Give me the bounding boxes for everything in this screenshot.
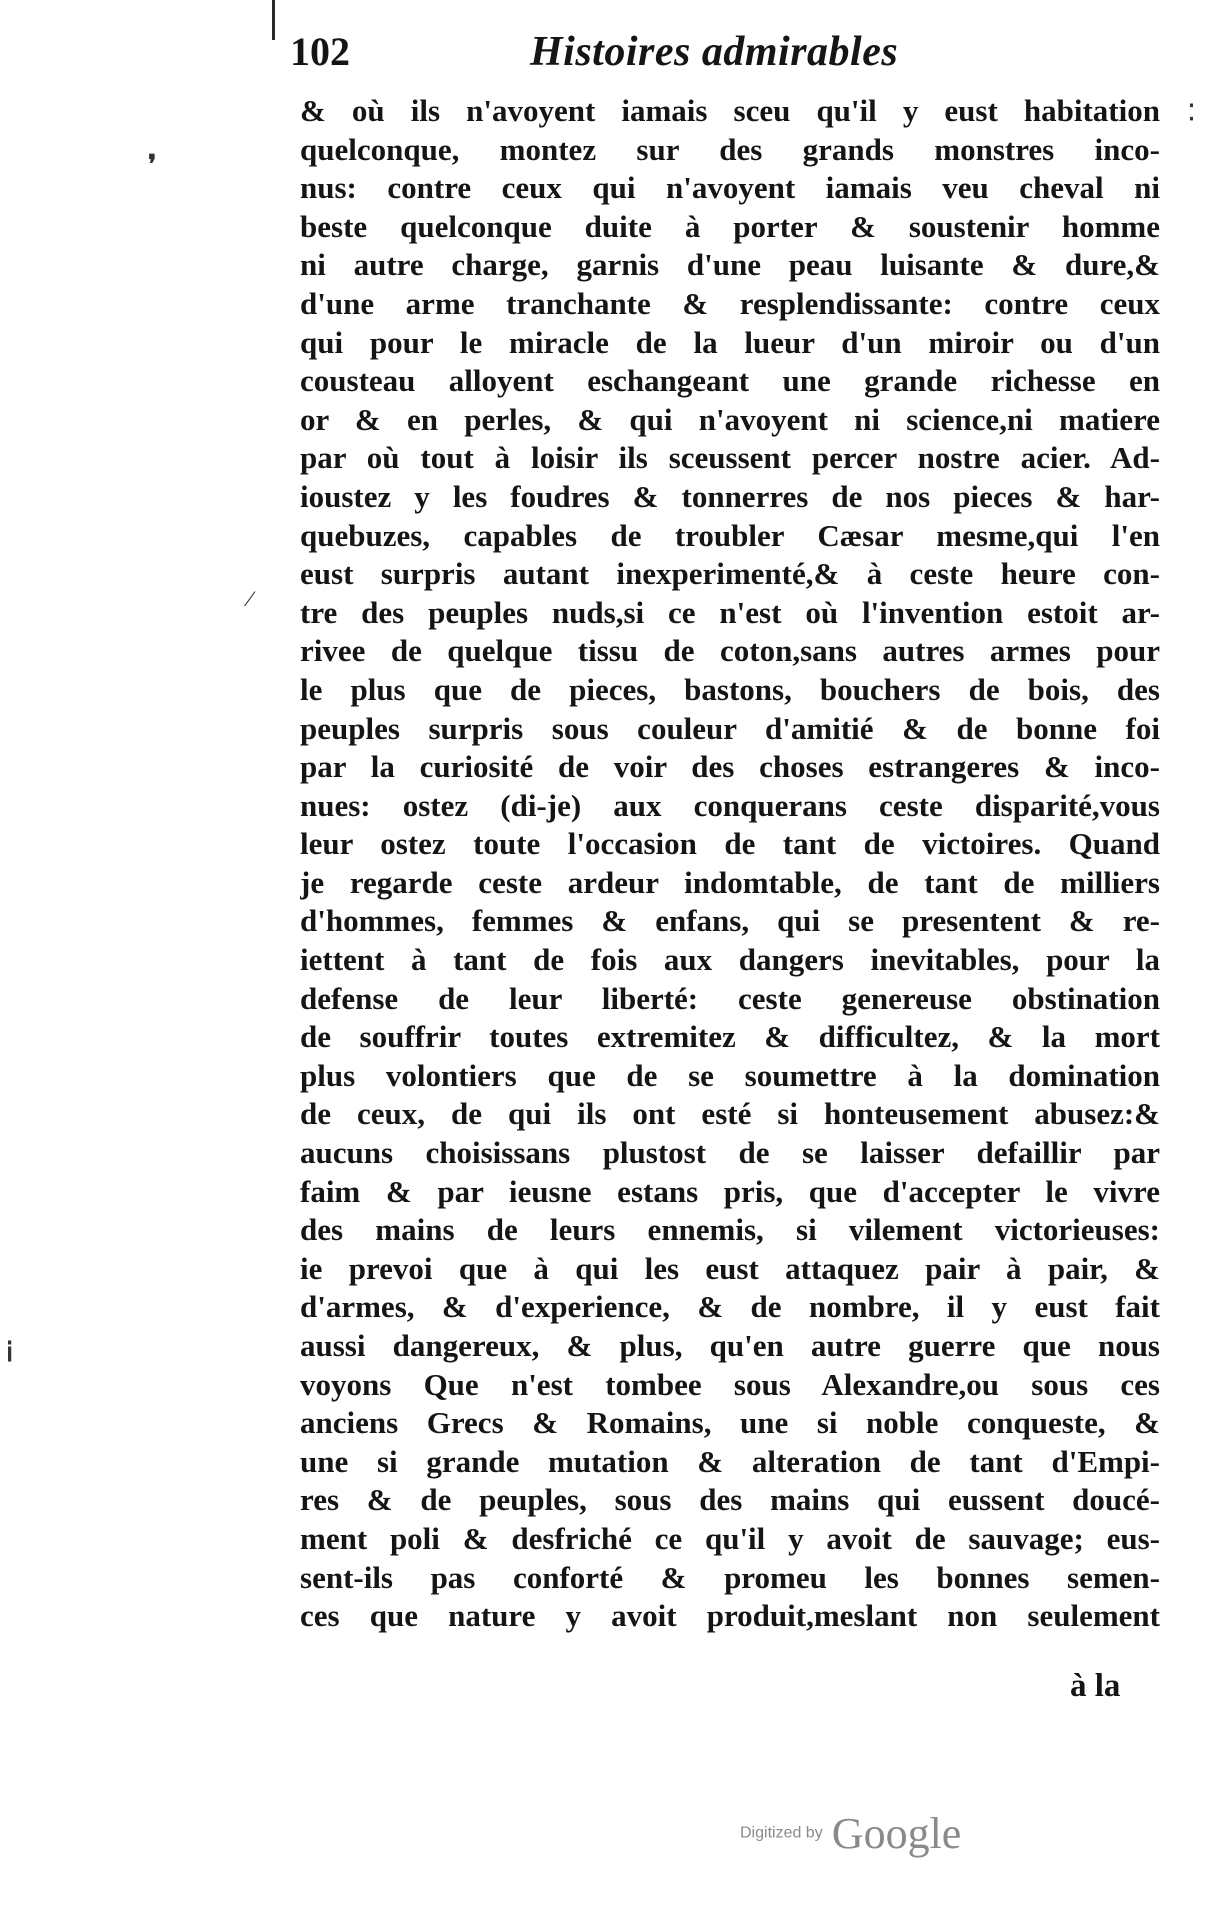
text-line: tre des peuples nuds,si ce n'est où l'invention estoit ar-	[300, 594, 1160, 630]
catchword: à la	[1070, 1668, 1121, 1704]
text-line: iettent à tant de fois aux dangers inevitables, pour la	[300, 942, 1160, 978]
text-line: nues: ostez (di-je) aux conquerans ceste disparité,vous	[300, 787, 1160, 823]
text-line: beste quelconque duite à porter & soustenir homme	[300, 208, 1160, 244]
text-line: cousteau alloyent eschangeant une grande richesse en	[300, 363, 1160, 399]
text-line: qui pour le miracle de la lueur d'un miroir ou d'un	[300, 324, 1160, 360]
text-line: de ceux, de qui ils ont esté si honteusement abusez:&	[300, 1096, 1160, 1132]
text-line: res & de peuples, sous des mains qui eussent doucé-	[300, 1482, 1160, 1518]
text-line: faim & par ieusne estans pris, que d'accepter le vivre	[300, 1173, 1160, 1209]
text-line: voyons Que n'est tombee sous Alexandre,ou sous ces	[300, 1366, 1160, 1402]
text-line: leur ostez toute l'occasion de tant de victoires. Quand	[300, 826, 1160, 862]
text-line: je regarde ceste ardeur indomtable, de tant de milliers	[300, 864, 1160, 900]
text-line: le plus que de pieces, bastons, bouchers de bois, des	[300, 671, 1160, 707]
running-title: Histoires admirables	[530, 29, 899, 75]
text-line: d'hommes, femmes & enfans, qui se presentent & re-	[300, 903, 1160, 939]
text-line: de souffrir toutes extremitez & difficultez, & la mort	[300, 1019, 1160, 1055]
margin-mark: ❜	[148, 150, 157, 179]
margin-mark: ⁄	[248, 586, 252, 611]
text-line: ie prevoi que à qui les eust attaquez pair à pair, &	[300, 1250, 1160, 1286]
text-line: plus volontiers que de se soumettre à la domination	[300, 1057, 1160, 1093]
text-line: ment poli & desfriché ce qu'il y avoit de sauvage; eus-	[300, 1520, 1160, 1556]
scan-edge-mark	[272, 0, 275, 40]
text-line: anciens Grecs & Romains, une si noble conqueste, &	[300, 1405, 1160, 1441]
margin-mark: ⅰ	[6, 1338, 14, 1367]
text-line: peuples surpris sous couleur d'amitié & de bonne foi	[300, 710, 1160, 746]
text-line: ni autre charge, garnis d'une peau luisante & dure,&	[300, 247, 1160, 283]
text-line: d'une arme tranchante & resplendissante: contre ceux	[300, 285, 1160, 321]
text-line: par où tout à loisir ils sceussent percer nostre acier. Ad-	[300, 440, 1160, 476]
body-text	[300, 92, 1160, 1636]
text-line: rivee de quelque tissu de coton,sans autres armes pour	[300, 633, 1160, 669]
watermark-brand: Google	[831, 1809, 962, 1858]
text-line: & où ils n'avoyent iamais sceu qu'il y eust habitation	[300, 93, 1160, 128]
text-line: sent-ils pas conforté & promeu les bonnes semen-	[300, 1559, 1160, 1595]
text-line: par la curiosité de voir des choses estrangeres & inco-	[300, 749, 1160, 785]
margin-mark: ⁚	[1188, 100, 1195, 125]
text-line: quelconque, montez sur des grands monstres inco-	[300, 131, 1160, 167]
text-line: or & en perles, & qui n'avoyent ni science,ni matiere	[300, 401, 1160, 437]
digitized-watermark	[740, 1808, 961, 1859]
text-line: quebuzes, capables de troubler Cæsar mesme,qui l'en	[300, 517, 1160, 553]
text-line: des mains de leurs ennemis, si vilement victorieuses:	[300, 1212, 1160, 1248]
text-line: defense de leur liberté: ceste genereuse obstination	[300, 980, 1160, 1016]
text-line: aucuns choisissans plustost de se laisser defaillir par	[300, 1135, 1160, 1171]
page-number: 102	[290, 29, 350, 74]
text-line: nus: contre ceux qui n'avoyent iamais veu cheval ni	[300, 170, 1160, 206]
text-line: ioustez y les foudres & tonnerres de nos pieces & har-	[300, 478, 1160, 514]
text-line: d'armes, & d'experience, & de nombre, il y eust fait	[300, 1289, 1160, 1325]
watermark-prefix: Digitized by	[740, 1824, 823, 1842]
text-line: une si grande mutation & alteration de tant d'Empi-	[300, 1443, 1160, 1479]
text-line: eust surpris autant inexperimenté,& à ceste heure con-	[300, 556, 1160, 592]
text-line: ces que nature y avoit produit,meslant non seulement	[300, 1598, 1160, 1634]
text-line: aussi dangereux, & plus, qu'en autre guerre que nous	[300, 1328, 1160, 1363]
page-header	[290, 28, 1170, 92]
